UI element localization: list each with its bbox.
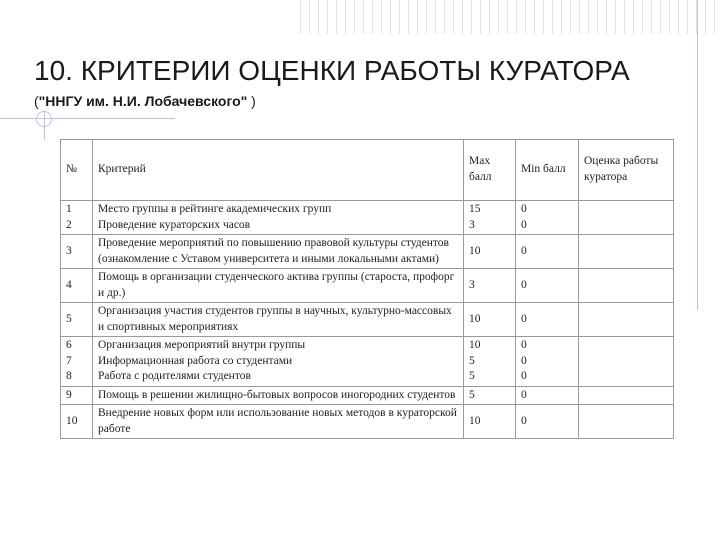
table-row [61,201,674,235]
row-criterion-value: Информационная работа со студентами [98,354,293,367]
row-max-score [464,337,516,387]
row-number [61,405,93,439]
row-min-score-value: 0 [521,312,527,325]
row-number [61,337,93,387]
row-min-score-value: 0 [521,218,527,231]
row-criterion-value: Проведение мероприятий по повышению правовой культуры студентов (ознакомление с Уставом университета и иными локальными актами) [98,237,449,265]
row-criterion [93,386,464,405]
row-max-score [464,386,516,405]
row-max-score-value: 10 [469,414,481,427]
subtitle-open: ( [34,93,39,109]
row-number-value: 1 [66,203,72,215]
table-header-row [61,140,674,201]
criteria-table-body [61,140,674,439]
row-criterion-value: Внедрение новых форм или использование новых методов в кураторской работе [98,407,457,435]
row-number-value: 4 [66,278,72,291]
row-max-score [464,405,516,439]
row-min-score-value: 0 [521,388,527,401]
row-max-score-value: 5 [469,354,475,367]
row-curator-rating[interactable] [579,201,674,235]
row-number [61,386,93,405]
row-criterion [93,303,464,337]
row-max-score-value: 3 [469,218,475,231]
row-max-score [464,269,516,303]
row-number-value: 5 [66,312,72,325]
row-number-value: 8 [66,370,72,383]
row-number-value: 3 [66,244,72,257]
subtitle-university: "ННГУ им. Н.И. Лобачевского" [38,93,248,109]
table-row [61,386,674,405]
row-max-score-value: 15 [469,203,481,215]
row-number-value: 6 [66,339,72,352]
table-row [61,303,674,337]
row-max-score-value: 10 [469,339,481,352]
row-curator-rating[interactable] [579,386,674,405]
row-criterion-value: Помощь в решении жилищно-бытовых вопросов иногородних студентов [98,388,456,401]
row-max-score [464,303,516,337]
table-row [61,405,674,439]
row-curator-rating[interactable] [579,405,674,439]
row-min-score-value: 0 [521,354,527,367]
row-min-score-value: 0 [521,203,527,215]
row-number-value: 2 [66,218,72,231]
row-criterion-value: Работа с родителями студентов [98,370,251,383]
row-criterion-value: Проведение кураторских часов [98,218,251,231]
row-curator-rating[interactable] [579,269,674,303]
table-row [61,235,674,269]
row-min-score-value: 0 [521,414,527,427]
header-max-score: Max балл [464,140,516,201]
header-curator-rating: Оценка работы куратора [579,140,674,201]
row-min-score [516,337,579,387]
row-number-value: 9 [66,388,72,401]
row-min-score-value: 0 [521,339,527,352]
table-row [61,337,674,387]
row-number-value: 7 [66,354,72,367]
row-max-score [464,235,516,269]
slide-subtitle [34,93,256,109]
row-min-score [516,386,579,405]
header-criterion: Критерий [93,140,464,201]
table-row [61,269,674,303]
row-criterion-value: Организация участия студентов группы в научных, культурно-массовых и спортивных мероприятиях [98,305,452,333]
row-number [61,201,93,235]
row-number [61,235,93,269]
row-criterion [93,337,464,387]
row-min-score-value: 0 [521,278,527,291]
row-criterion [93,269,464,303]
row-number-value: 10 [66,414,78,427]
row-max-score-value: 5 [469,370,475,383]
row-min-score [516,269,579,303]
row-criterion [93,235,464,269]
decorative-vertical-line [697,0,698,310]
row-min-score-value: 0 [521,370,527,383]
row-criterion-value: Помощь в организации студенческого актива группы (староста, профорг и др.) [98,271,455,299]
slide-title: 10. КРИТЕРИИ ОЦЕНКИ РАБОТЫ КУРАТОРА [34,55,630,86]
row-curator-rating[interactable] [579,337,674,387]
row-min-score [516,405,579,439]
row-min-score [516,303,579,337]
row-max-score-value: 10 [469,312,481,325]
header-number: № [61,140,93,201]
row-criterion [93,201,464,235]
row-max-score [464,201,516,235]
row-max-score-value: 5 [469,388,475,401]
row-max-score-value: 3 [469,278,475,291]
decorative-grid [300,0,720,34]
row-criterion-value: Организация мероприятий внутри группы [98,339,306,352]
decorative-horizontal-line [0,118,175,119]
row-min-score [516,235,579,269]
row-number [61,303,93,337]
row-max-score-value: 10 [469,244,481,257]
row-curator-rating[interactable] [579,303,674,337]
row-criterion [93,405,464,439]
row-curator-rating[interactable] [579,235,674,269]
row-min-score-value: 0 [521,244,527,257]
criteria-table [60,139,674,439]
row-min-score [516,201,579,235]
header-min-score: Min балл [516,140,579,201]
decorative-circle [36,111,52,127]
subtitle-close: ) [247,93,256,109]
row-criterion-value: Место группы в рейтинге академических групп [98,203,332,215]
row-number [61,269,93,303]
